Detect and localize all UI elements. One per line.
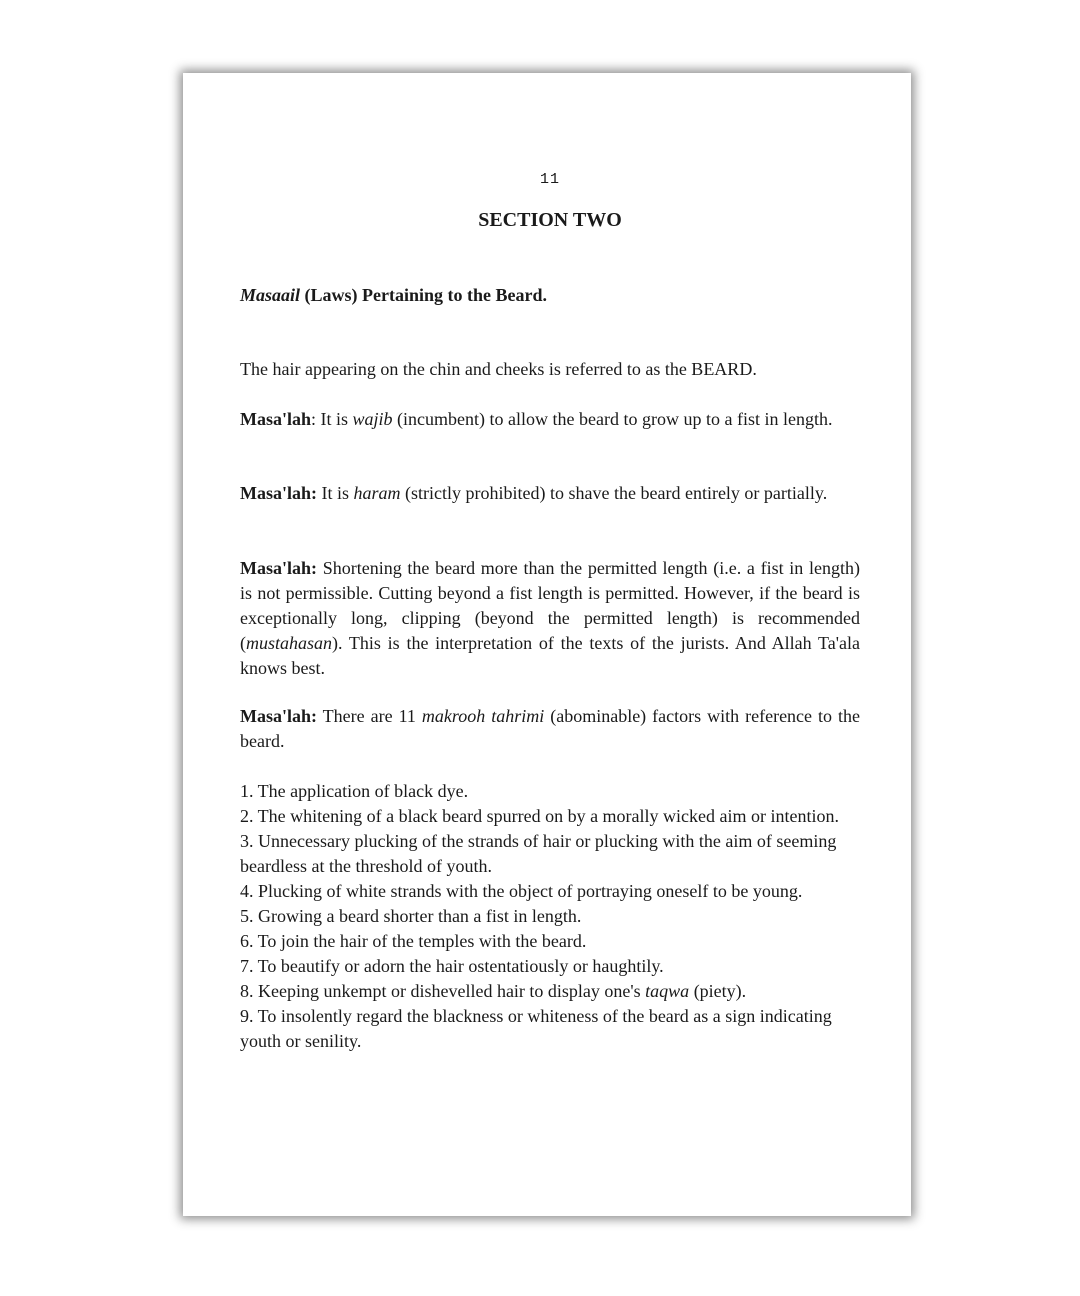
text-run: : It is — [311, 409, 353, 429]
text-run: ). This is the interpretation of the texts of the jurists. And Allah Ta'ala knows best. — [240, 633, 860, 678]
italic-term: taqwa — [645, 981, 690, 1001]
masalah-paragraph — [240, 407, 860, 432]
italic-term: makrooh tahrimi — [421, 706, 545, 726]
text-run: There are 11 — [317, 706, 422, 726]
masalah-paragraph — [240, 704, 860, 754]
text-run: 3. Unnecessary plucking of the strands of hair or plucking with the aim of seeming beardless at the threshold of youth. — [240, 831, 837, 876]
text-run: 2. The whitening of a black beard spurred on by a morally wicked aim or intention. — [240, 806, 840, 826]
list-item — [240, 929, 860, 954]
list-item — [240, 779, 860, 804]
list-item — [240, 904, 860, 929]
text-run: (incumbent) to allow the beard to grow up to a fist in length. — [392, 409, 833, 429]
text-run: 5. Growing a beard shorter than a fist in length. — [240, 906, 582, 926]
masalah-label: Masa'lah — [240, 409, 312, 429]
text-run: (piety). — [689, 981, 747, 1001]
text-run: 1. The application of black dye. — [240, 781, 469, 801]
page-number: 11 — [539, 171, 560, 188]
subheading — [240, 285, 547, 306]
text-run: 7. To beautify or adorn the hair ostentatiously or haughtily. — [240, 956, 664, 976]
masalah-paragraph — [240, 556, 860, 681]
list-item — [240, 829, 860, 879]
masalah-label: Masa'lah: — [240, 483, 318, 503]
list-item — [240, 954, 860, 979]
text-run: 4. Plucking of white strands with the object of portraying oneself to be young. — [240, 881, 803, 901]
section-title: SECTION TWO — [478, 209, 622, 231]
text-run: (strictly prohibited) to shave the beard entirely or partially. — [400, 483, 828, 503]
list-item — [240, 979, 860, 1004]
document-page — [183, 73, 911, 1216]
masalah-label: Masa'lah: — [240, 558, 318, 578]
list-item — [240, 804, 860, 829]
list-item — [240, 1004, 860, 1054]
subheading-text: (Laws) Pertaining to the Beard. — [300, 285, 547, 305]
italic-term: wajib — [352, 409, 393, 429]
text-run: Shortening the beard more than the permitted length (i.e. a fist in length) is not permissible. Cutting beyond a fist length is permitted. However, if the beard is exceptionally long, clipping (beyond the permitted length) is recommended ( — [240, 558, 860, 653]
italic-term: mustahasan — [246, 633, 333, 653]
text-run: 9. To insolently regard the blackness or whiteness of the beard as a sign indicating youth or senility. — [240, 1006, 832, 1051]
italic-term: haram — [353, 483, 401, 503]
subheading-italic: Masaail — [240, 285, 301, 305]
makrooh-list — [240, 779, 860, 1054]
text-run: (abominable) factors with reference to the beard. — [240, 706, 860, 751]
text-run: 8. Keeping unkempt or dishevelled hair to display one's — [240, 981, 646, 1001]
masalah-label: Masa'lah: — [240, 706, 318, 726]
list-item — [240, 879, 860, 904]
masalah-paragraph — [240, 481, 860, 506]
intro-paragraph: The hair appearing on the chin and cheeks is referred to as the BEARD. — [240, 359, 757, 379]
text-run: It is — [317, 483, 354, 503]
text-run: 6. To join the hair of the temples with the beard. — [240, 931, 587, 951]
